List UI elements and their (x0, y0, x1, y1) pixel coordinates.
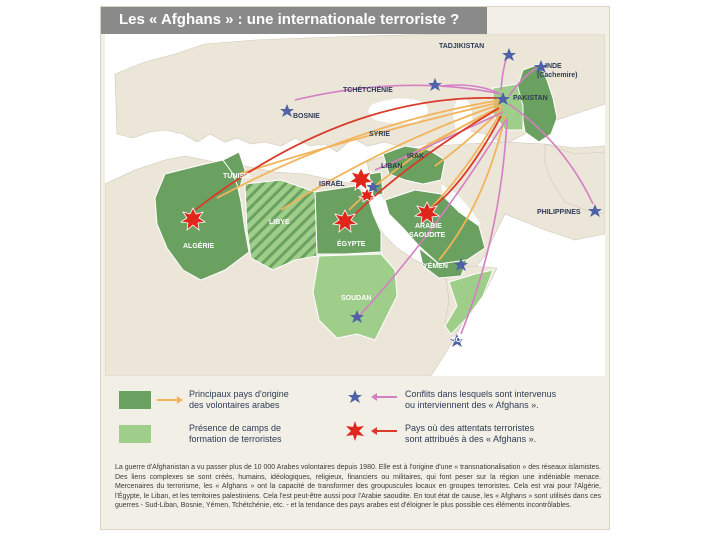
label-kashmir: (Cachemire) (537, 72, 578, 79)
legend-swatch-camps (119, 425, 151, 443)
legend-star-icon (347, 389, 363, 405)
legend-camps-line2: formation de terroristes (189, 434, 282, 444)
label-sudan: SOUDAN (341, 295, 372, 302)
label-tajikistan: TADJIKISTAN (439, 43, 485, 50)
document-page (100, 6, 610, 530)
legend-origin-line2: des volontaires arabes (189, 400, 280, 410)
label-tunisia: TUNISIE (223, 173, 251, 180)
legend-explosion-icon (345, 421, 365, 441)
legend-camps-line1: Présence de camps de (189, 423, 282, 433)
legend-pink-arrow-icon (371, 392, 397, 402)
label-saudi-2: SAOUDITE (409, 232, 446, 239)
legend-origin-text (189, 389, 289, 411)
label-lebanon: LIBAN (381, 163, 403, 170)
legend-orange-arrow-icon (157, 395, 183, 405)
label-pakistan: PAKISTAN (513, 95, 548, 102)
label-india: INDE (545, 63, 562, 70)
legend-attacks-text (405, 423, 536, 445)
label-saudi-1: ARABIE (415, 223, 442, 230)
label-philippines: PHILIPPINES (537, 209, 581, 216)
label-egypt: ÉGYPTE (337, 241, 366, 248)
legend-red-arrow-icon (371, 426, 397, 436)
label-libya: LIBYE (269, 219, 290, 226)
label-chechnya: TCHÉTCHÉNIE (343, 87, 393, 94)
map-area (105, 34, 605, 376)
label-yemen: YÉMEN (423, 263, 448, 270)
legend-camps-text (189, 423, 282, 445)
label-somalia: SOMALIE (451, 337, 483, 344)
label-israel: ISRAËL (319, 181, 345, 188)
legend-conflicts-line1: Conflits dans lesquels sont intervenus (405, 389, 557, 399)
explanatory-paragraph: La guerre d'Afghanistan a vu passer plus de 10 000 Arabes volontaires depuis 1980. Elle est à l'origine d'une « transnationalisation » des réseaux islamistes. Des liens complexes se sont créés, humains, idéologiques, religieux, financiers ou militaires, qui font peser sur la région une indéniable menace. Mercenaires du terrorisme, les « Afghans » ont la capacité de transformer des groupuscules locaux en groupes terroristes. Cela est vrai pour l'Algérie, l'Égypte, le Liban, et les territoires palestiniens. Cela l'est peut-être aussi pour l'Arabie saoudite. En tout état de cause, les « Afghans » sont utilisés dans ces guerres - Sud-Liban, Bosnie, Yémen, Tchétchénie, etc. - et la tendance des pays arabes est d'éloigner le plus possible ces éléments incontrôlables. (115, 464, 601, 510)
legend-attacks-line2: sont attribués à des « Afghans ». (405, 434, 537, 444)
legend-attacks-line1: Pays où des attentats terroristes (405, 423, 535, 433)
label-iraq: IRAK (407, 153, 425, 160)
legend (115, 385, 599, 457)
label-algeria: ALGÉRIE (183, 243, 215, 250)
legend-swatch-origin (119, 391, 151, 409)
title-bar (101, 7, 487, 34)
map-title: Les « Afghans » : une internationale terroriste ? (119, 11, 460, 28)
label-syria: SYRIE (369, 131, 391, 138)
legend-origin-line1: Principaux pays d'origine (189, 389, 289, 399)
legend-conflicts-line2: ou interviennent des « Afghans ». (405, 400, 539, 410)
label-bosnia: BOSNIE (293, 113, 320, 120)
legend-conflicts-text (405, 389, 556, 411)
map-svg (105, 34, 605, 376)
